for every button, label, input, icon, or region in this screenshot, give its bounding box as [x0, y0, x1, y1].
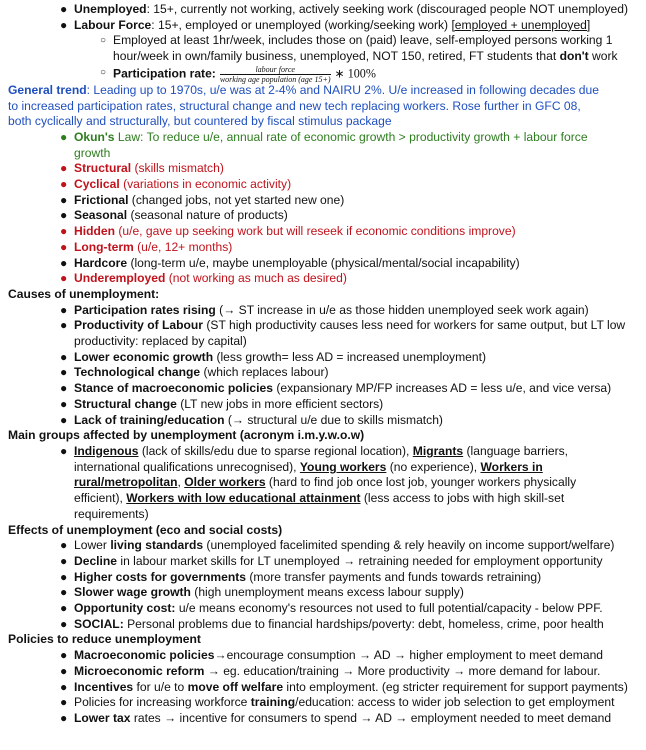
effect-item: ● Higher costs for governments (more transfer payments and funds towards retraining): [60, 569, 542, 584]
bullet-icon: ●: [60, 381, 68, 396]
bullet-icon: ●: [60, 695, 68, 710]
bullet-icon: ●: [60, 616, 68, 631]
type-seasonal: ● Seasonal (seasonal nature of products): [60, 208, 288, 223]
type-frictional: ● Frictional (changed jobs, not yet started new one): [60, 192, 345, 207]
type-hardcore: ● Hardcore (long-term u/e, maybe unemployable (physical/mental/social incapability): [60, 255, 520, 270]
effect-item: ● Lower living standards (unemployed facelimited spending & rely heavily on income support/welfare): [60, 538, 615, 553]
groups-item: ● Indigenous (lack of skills/edu due to sparse regional location), Migrants (language barriers,: [60, 443, 569, 458]
bullet-icon: ●: [60, 648, 68, 663]
employed-definition-cont: hour/week in own/family business, unemployed, NOT 150, retired, FT students that don't work: [113, 49, 618, 64]
cause-item: ● Productivity of Labour (ST high productivity causes less need for workers for same output, but LT low: [60, 318, 626, 333]
groups-heading: Main groups affected by unemployment (acronym i.m.y.w.o.w): [8, 428, 365, 443]
employed-definition: ○ Employed at least 1hr/week, includes those on (paid) leave, self-employed persons working 1: [100, 33, 613, 48]
bullet-icon: ●: [60, 663, 68, 678]
bullet-icon: ●: [60, 553, 68, 568]
bullet-icon: ●: [60, 2, 68, 16]
effects-heading: Effects of unemployment (eco and social costs): [8, 522, 283, 537]
bullet-icon: ●: [60, 365, 68, 380]
bullet-icon: ●: [60, 349, 68, 364]
general-trend-cont: both cyclically and structurally, but countered by fiscal stimulus package: [8, 114, 392, 129]
bullet-icon: ●: [60, 601, 68, 616]
bullet-icon: ●: [60, 129, 68, 144]
type-underemployed: ● Underemployed (not working as much as desired): [60, 271, 347, 286]
effect-item: ● Decline in labour market skills for LT unemployed → retraining needed for employment opportunity: [60, 553, 603, 568]
causes-heading: Causes of unemployment:: [8, 286, 160, 301]
circle-bullet-icon: ○: [100, 66, 107, 78]
bullet-icon: ●: [60, 302, 68, 317]
bullet-icon: ●: [60, 192, 68, 207]
effect-item: ● Slower wage growth (high unemployment means excess labour supply): [60, 585, 464, 600]
policies-heading: Policies to reduce unemployment: [8, 632, 201, 647]
cause-item: ● Participation rates rising (→ ST increase in u/e as those hidden unemployed seek work again): [60, 302, 589, 317]
policy-item: ● Lower tax rates → incentive for consumers to spend → AD → employment needed to meet demand: [60, 710, 612, 725]
cause-item: ● Lower economic growth (less growth= less AD = increased unemployment): [60, 349, 486, 364]
effect-item: ● SOCIAL: Personal problems due to financial hardships/poverty: debt, homeless, crime, poor health: [60, 616, 604, 631]
bullet-icon: ●: [60, 208, 68, 223]
groups-item-cont: efficient), Workers with low educational attainment (less access to jobs with high skill-set: [74, 491, 565, 506]
bullet-icon: ●: [60, 177, 68, 192]
bullet-icon: ●: [60, 161, 68, 176]
bullet-icon: ●: [60, 412, 68, 427]
bullet-icon: ●: [60, 224, 68, 239]
labour-force-definition: ● Labour Force: 15+, employed or unemployed (working/seeking work) [employed + unemployed]: [60, 17, 591, 32]
cause-item: ● Structural change (LT new jobs in more efficient sectors): [60, 396, 384, 411]
circle-bullet-icon: ○: [100, 35, 107, 47]
cause-item: ● Stance of macroeconomic policies (expansionary MP/FP increases AD = less u/e, and vice versa): [60, 381, 612, 396]
bullet-icon: ●: [60, 538, 68, 553]
bullet-icon: ●: [60, 17, 68, 32]
unemployed-definition: ● Unemployed: 15+, currently not working, actively seeking work (discouraged people NOT unemployed): [60, 2, 628, 16]
bullet-icon: ●: [60, 569, 68, 584]
cause-item: ● Technological change (which replaces labour): [60, 365, 329, 380]
bullet-icon: ●: [60, 271, 68, 286]
bullet-icon: ●: [60, 239, 68, 254]
groups-item-cont: rural/metropolitan, Older workers (hard to find job once lost job, younger workers physically: [74, 475, 577, 490]
policy-item: ● Incentives for u/e to move off welfare into employment. (eg stricter requirement for support payments): [60, 679, 628, 694]
cause-item-cont: productivity: replaced by capital): [74, 334, 247, 349]
groups-item-cont: requirements): [74, 506, 149, 521]
bullet-icon: ●: [60, 443, 68, 458]
general-trend-cont: to increased participation rates, structural change and new tech replacing workers. Rose further in GFC 08,: [8, 98, 581, 113]
bullet-icon: ●: [60, 318, 68, 333]
type-long-term: ● Long-term (u/e, 12+ months): [60, 239, 233, 254]
participation-fraction: $\frac{\text{labour force}}{\text{working age population (age 15+)}}$: [219, 64, 331, 84]
cause-item: ● Lack of training/education (→ structural u/e due to skills mismatch): [60, 412, 443, 427]
type-okuns-law: ● Okun's Law: To reduce u/e, annual rate of economic growth > productivity growth + labour force: [60, 129, 588, 144]
policy-item: ● Microeconomic reform → eg. education/training → More productivity → more demand for labour.: [60, 663, 601, 678]
type-structural: ● Structural (skills mismatch): [60, 161, 224, 176]
type-okuns-law-cont: growth: [74, 145, 111, 160]
bullet-icon: ●: [60, 396, 68, 411]
effect-item: ● Opportunity cost: u/e means economy's resources not used to full potential/capacity - below PPF.: [60, 601, 603, 616]
policy-item: ● Macroeconomic policies→encourage consumption → AD → higher employment to meet demand: [60, 648, 604, 663]
type-cyclical: ● Cyclical (variations in economic activity): [60, 177, 292, 192]
bullet-icon: ●: [60, 585, 68, 600]
bullet-icon: ●: [60, 679, 68, 694]
bullet-icon: ●: [60, 710, 68, 725]
policy-item: ● Policies for increasing workforce training/education: access to wider job selection to get employment: [60, 695, 615, 710]
type-hidden: ● Hidden (u/e, gave up seeking work but will reseek if economic conditions improve): [60, 224, 516, 239]
participation-rate-formula: ○ Participation rate: $\frac{\text{labour force}}{\text{working age population (age 15+)}}$ ∗ 100%: [100, 64, 376, 84]
general-trend: General trend: Leading up to 1970s, u/e was at 2-4% and NAIRU 2%. U/e increased in following decades due: [8, 82, 599, 97]
bullet-icon: ●: [60, 255, 68, 270]
groups-item-cont: international qualifications unrecognised), Young workers (no experience), Workers in: [74, 459, 543, 474]
